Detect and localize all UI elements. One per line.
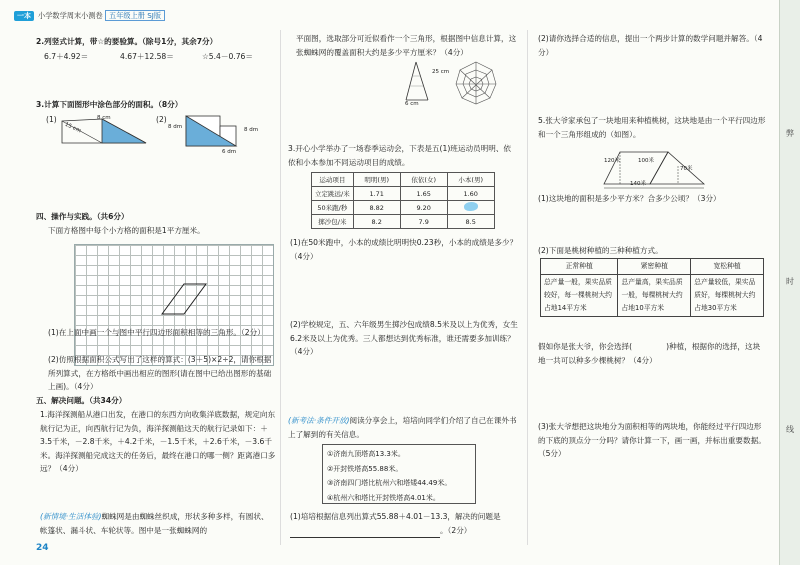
table-cell: 8.2 bbox=[353, 215, 400, 229]
section4-title: 四、操作与实践。（共6分） bbox=[36, 212, 129, 221]
q4-part1-score: 。（2分） bbox=[440, 525, 472, 535]
section4-q1: (1)在上面中画一个与图中平行四边形面积相等的三角形。（2分） bbox=[48, 328, 265, 337]
q5-part2b: 假如你是张大爷，你会选择( )种植，根据你的选择，这块地一共可以种多少棵桃树？（4分） bbox=[538, 342, 761, 365]
table-cell: 7.9 bbox=[400, 215, 447, 229]
table-row bbox=[541, 275, 764, 317]
binding-mark: 弊 bbox=[786, 129, 794, 138]
planting-header: 正常种植 bbox=[541, 259, 618, 275]
planting-table bbox=[540, 258, 764, 317]
sports-header: 小本(男) bbox=[447, 173, 494, 187]
sports-header: 运动项目 bbox=[312, 173, 354, 187]
q2-expr-1: 6.7＋4.92＝ bbox=[44, 52, 89, 61]
table-row bbox=[312, 201, 495, 215]
q2-expr-2: 4.67＋12.58＝ bbox=[120, 52, 174, 61]
section5-q2-tag: (新情境·生活体验) bbox=[40, 512, 102, 521]
info-item: ②开封铁塔高55.88米。 bbox=[327, 464, 403, 473]
web-label-base: 6 cm bbox=[405, 101, 419, 107]
fig-label-70: 70米 bbox=[680, 166, 693, 172]
fig2-dim-b: 8 dm bbox=[244, 127, 259, 133]
q3-intro: 3.开心小学举办了一场春季运动会，下表是五(1)班运动员明明、依依和小本参加不同运动项目的成绩。 bbox=[288, 144, 512, 167]
table-cell: 1.60 bbox=[447, 187, 494, 201]
sports-header: 依依(女) bbox=[400, 173, 447, 187]
table-cell: 9.20 bbox=[400, 201, 447, 215]
sports-table bbox=[311, 172, 495, 229]
binding-mark: 线 bbox=[786, 425, 794, 434]
sports-header: 明明(男) bbox=[353, 173, 400, 187]
q4-part1 bbox=[290, 510, 518, 538]
info-box bbox=[322, 444, 476, 504]
planting-header: 紧密种植 bbox=[618, 259, 691, 275]
fig2-label: (2) bbox=[156, 115, 167, 124]
web-question-text: 平面图，选取部分可近似看作一个三角形，根据图中信息计算，这张蜘蛛网的覆盖面积大约是多少平方厘米？（4分） bbox=[296, 34, 517, 57]
choice-blank[interactable] bbox=[632, 340, 666, 354]
table-cell: 总产量高，果实品质一般，每棵桃树大约占地10平方米 bbox=[618, 275, 691, 317]
q5-part1: (1)这块地的面积是多少平方米？合多少公顷？（3分） bbox=[538, 194, 721, 203]
q4-intro-text: 阅读分享会上，培培向同学们介绍了自己在课外书上了解到的有关信息。 bbox=[288, 416, 517, 439]
table-cell: 1.65 bbox=[400, 187, 447, 201]
blue-ink-blot-icon bbox=[464, 202, 478, 211]
table-cell: 1.71 bbox=[353, 187, 400, 201]
q4-intro bbox=[288, 414, 518, 441]
page-number: 24 bbox=[36, 543, 49, 553]
table-cell: 8.5 bbox=[447, 215, 494, 229]
answer-blank[interactable] bbox=[290, 524, 440, 539]
fig1-dim-b: 8 cm bbox=[97, 115, 111, 121]
header-grade: 五年级上册 SJ版 bbox=[105, 10, 165, 21]
table-row bbox=[312, 187, 495, 201]
section4-intro: 下面方格图中每个小方格的面积是1平方厘米。 bbox=[48, 226, 205, 235]
section5-q2 bbox=[40, 510, 276, 537]
header-title bbox=[38, 10, 165, 22]
column-divider bbox=[527, 30, 528, 545]
info-item: ①济南九顶塔高13.3米。 bbox=[327, 450, 405, 458]
web-label-height: 25 cm bbox=[432, 69, 450, 75]
table-cell: 总产量一般，果实品质较好，每一棵桃树大约占地14平方米 bbox=[541, 275, 618, 317]
header-title-text: 小学数学周末小测卷 bbox=[38, 11, 103, 20]
q5-part2: (2)下面是桃树种植的三种种植方式。 bbox=[538, 246, 663, 255]
table-cell: 掷沙包/米 bbox=[312, 215, 354, 229]
parallelogram-shape bbox=[74, 244, 274, 366]
fig-label-140: 140米 bbox=[630, 181, 646, 187]
q5-intro: 5.张大爷家承包了一块地用来种植桃树，这块地是由一个平行四边形和一个三角形组成的（如图）。 bbox=[538, 116, 766, 139]
info-item: ③济南四门塔比杭州六和塔矮44.49米。 bbox=[327, 479, 452, 487]
section5-q2-text: 蜘蛛网是由蜘蛛丝织成，形状多种多样，有圆状、帐篷状、漏斗状、车轮状等。图中是一张蜘蛛网的 bbox=[40, 512, 269, 535]
binding-mark: 时 bbox=[786, 277, 794, 286]
table-row bbox=[312, 215, 495, 229]
table-cell: 50米跑/秒 bbox=[312, 201, 354, 215]
q4-tag: (新考法·条件开放) bbox=[288, 416, 350, 425]
fig2-dim-c: 6 dm bbox=[222, 149, 237, 155]
q4-part1-text: (1)培培根据信息列出算式55.88＋4.01－13.3，解决的问题是 bbox=[290, 512, 501, 521]
planting-header: 宽松种植 bbox=[691, 259, 764, 275]
column-divider bbox=[280, 30, 281, 545]
fig-label-120: 120米 bbox=[604, 158, 620, 164]
table-cell: 立定跳远/米 bbox=[312, 187, 354, 201]
q5-part3: (3)张大爷想把这块地分为面积相等的两块地，你能经过平行四边形的下底的顶点分一分吗？请你计算一下，画一画，并标出重要数据。（5分） bbox=[538, 422, 766, 458]
table-cell: 8.82 bbox=[353, 201, 400, 215]
q3-title: 3.计算下面图形中涂色部分的面积。（8分） bbox=[36, 100, 183, 109]
q4-part2: (2)请你选择合适的信息，提出一个两步计算的数学问题并解答。（4分） bbox=[538, 34, 763, 57]
q3-part1: (1)在50米跑中，小本的成绩比明明快0.23秒，小本的成绩是多少？（4分） bbox=[290, 238, 518, 261]
q5-part2b-text-a: 假如你是张大爷，你会选择 bbox=[538, 342, 630, 351]
binding-line bbox=[779, 0, 780, 565]
table-cell: 总产量较低，果实品质好，每棵桃树大约占地30平方米 bbox=[691, 275, 764, 317]
section4-q2: (2)仿照根据面积公式写出了这样的算式：(3＋5)×2÷2，请你根据所列算式，在方格纸中画出相应的图形(请在图中已给出图形的基础上画)。（4分） bbox=[48, 355, 272, 391]
fig2-dim-a: 8 dm bbox=[168, 124, 183, 130]
section5-title: 五、解决问题。（共34分） bbox=[36, 396, 127, 405]
fig1-dim-a: 15 cm bbox=[63, 121, 82, 135]
fig1-label: (1) bbox=[46, 115, 57, 124]
q2-expr-3: ☆5.4－0.76＝ bbox=[202, 52, 253, 61]
header-badge: 一本 bbox=[14, 11, 34, 21]
q5-part2b-text-b: 种植，根据你的选择，这块地一共可以种多少棵桃树？（4分） bbox=[538, 342, 761, 365]
section5-q1: 1.海洋探测船从港口出发，在港口的东西方向收集洋底数据，规定向东航行记为正，向西航行记为负，海洋探测船这天的航行记录如下：＋3.5千米，－2.8千米，＋4.2千米，－1.5千米，＋2.6千米，－3.6千米。海洋探测船完成这天的任务后，最终在港口的哪一侧？距离港口多远？（4分） bbox=[40, 410, 276, 473]
table-cell-blank bbox=[447, 201, 494, 215]
q2-title: 2.列竖式计算，带☆的要验算。（除号1分，其余7分） bbox=[36, 37, 218, 46]
fig-label-100: 100米 bbox=[638, 158, 654, 164]
q3-part2: (2)学校规定，五、六年级男生掷沙包成绩8.5米及以上为优秀，女生6.2米及以上为优秀。三人都想达到优秀标准，谁还需要多加训练？（4分） bbox=[290, 320, 518, 356]
info-item: ④杭州六和塔比开封铁塔高4.01米。 bbox=[327, 493, 440, 502]
